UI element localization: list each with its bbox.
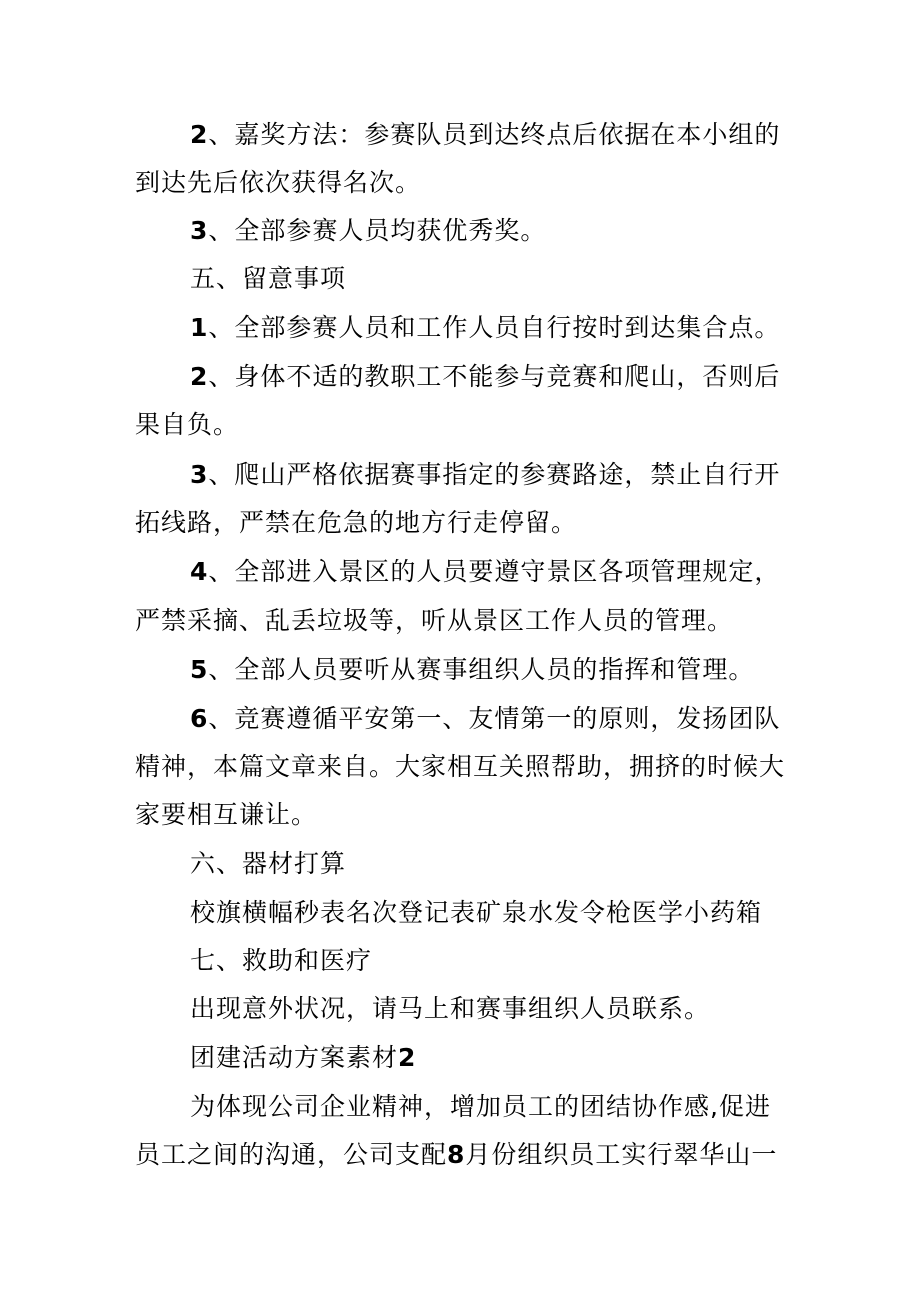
section-heading bbox=[190, 1041, 416, 1075]
paragraph-line bbox=[190, 702, 780, 736]
line-text: 五、留意事项 bbox=[190, 264, 347, 293]
line-text: 为体现公司企业精神，增加员工的团结协作感,促进 bbox=[190, 1092, 771, 1121]
line-text: 出现意外状况，请马上和赛事组织人员联系。 bbox=[190, 994, 711, 1023]
item-number: 6 bbox=[190, 704, 209, 733]
section-heading bbox=[190, 262, 346, 296]
line-text: 家要相互谦让。 bbox=[135, 800, 318, 829]
item-number: 4 bbox=[190, 557, 209, 586]
paragraph-line bbox=[190, 896, 762, 930]
line-text: 、全部参赛人员和工作人员自行按时到达集合点。 bbox=[208, 313, 781, 342]
paragraph-line bbox=[135, 750, 785, 784]
paragraph-line bbox=[135, 408, 239, 442]
line-text: 、爬山严格依据赛事指定的参赛路途，禁止自行开 bbox=[208, 460, 781, 489]
paragraph-line bbox=[135, 798, 317, 832]
section-heading bbox=[190, 847, 346, 881]
line-text: 到达先后依次获得名次。 bbox=[135, 168, 422, 197]
paragraph-line bbox=[135, 1138, 777, 1172]
line-text: 拓线路，严禁在危急的地方行走停留。 bbox=[135, 508, 578, 537]
line-text: 团建活动方案素材 bbox=[190, 1043, 399, 1072]
paragraph-line bbox=[190, 360, 780, 394]
item-number: 5 bbox=[190, 655, 209, 684]
paragraph-line bbox=[135, 166, 421, 200]
paragraph-line bbox=[190, 311, 780, 345]
line-text: 、全部参赛人员均获优秀奖。 bbox=[208, 216, 547, 245]
line-text: 、嘉奖方法：参赛队员到达终点后依据在本小组的 bbox=[208, 120, 781, 149]
paragraph-line bbox=[190, 653, 754, 687]
heading-number: 2 bbox=[398, 1043, 417, 1072]
line-text: 果自负。 bbox=[135, 410, 240, 439]
line-text: 七、救助和医疗 bbox=[190, 946, 373, 975]
paragraph-line bbox=[190, 214, 546, 248]
line-text: 月份组织员工实行翠华山一 bbox=[465, 1140, 778, 1169]
line-text: 六、器材打算 bbox=[190, 849, 347, 878]
paragraph-line bbox=[190, 1090, 771, 1124]
line-text: 、竞赛遵循平安第一、友情第一的原则，发扬团队 bbox=[208, 704, 781, 733]
paragraph-line bbox=[190, 992, 710, 1026]
paragraph-line bbox=[135, 506, 577, 540]
line-text: 、全部人员要听从赛事组织人员的指挥和管理。 bbox=[208, 655, 755, 684]
paragraph-line bbox=[190, 458, 780, 492]
line-text: 校旗横幅秒表名次登记表矿泉水发令枪医学小药箱 bbox=[190, 898, 763, 927]
paragraph-line bbox=[135, 604, 733, 638]
paragraph-line bbox=[190, 555, 780, 589]
line-text: 、身体不适的教职工不能参与竞赛和爬山，否则后 bbox=[208, 362, 781, 391]
item-number: 2 bbox=[190, 362, 209, 391]
item-number: 3 bbox=[190, 216, 209, 245]
line-text: 精神，本篇文章来自。大家相互关照帮助，拥挤的时候大 bbox=[135, 752, 786, 781]
item-number: 3 bbox=[190, 460, 209, 489]
paragraph-line bbox=[190, 118, 780, 152]
section-heading bbox=[190, 944, 372, 978]
month-number: 8 bbox=[447, 1140, 466, 1169]
item-number: 1 bbox=[190, 313, 209, 342]
item-number: 2 bbox=[190, 120, 209, 149]
line-text: 、全部进入景区的人员要遵守景区各项管理规定， bbox=[208, 557, 781, 586]
line-text: 严禁采摘、乱丢垃圾等，听从景区工作人员的管理。 bbox=[135, 606, 734, 635]
line-text: 员工之间的沟通，公司支配 bbox=[135, 1140, 448, 1169]
